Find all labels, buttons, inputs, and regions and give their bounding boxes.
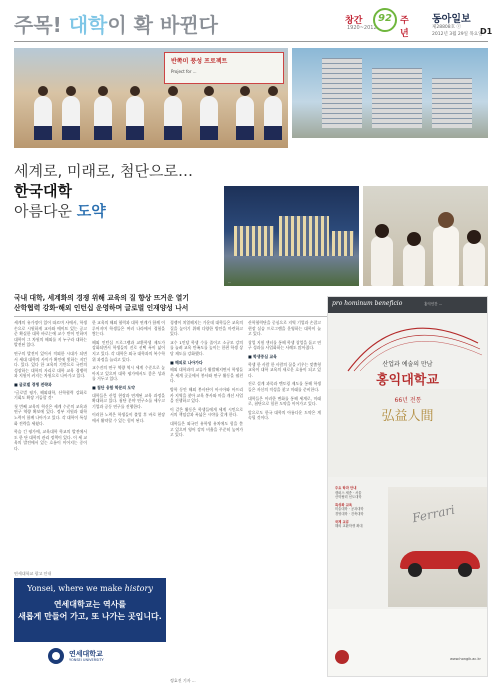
header-divider [14,41,488,42]
child-figure [62,96,80,140]
person-head [438,212,454,228]
hongik-seal-icon [335,650,349,664]
article-column-2 [92,320,165,566]
hongik-list-item: 해외 교환학생 확대 [335,524,363,529]
tower-building [432,78,472,128]
yonsei-name-en: YONSEI UNIVERSITY [69,658,104,662]
article-subheading: ■ 첨단 융합 학문의 도약 [92,384,135,390]
hongik-list-heading: 주요 학과 안내 [335,486,357,490]
hongik-hanja-motto: 弘益人間 [381,409,434,424]
hongik-slogan: 홍익인간 ... [424,302,442,306]
banner-subtitle: Project for ... [171,69,197,74]
campus-building [332,231,354,256]
article-paragraph: 이 같은 활동은 학생들에게 세계 시민으로서의 책임감과 폭넓은 시야를 갖게 한다. [170,406,243,418]
hongik-list-item: 산학협력 선도대학 [335,495,362,500]
page-number: D1 [480,27,493,36]
article-paragraph: 첫 번째 교육의 혁신은 세계 수준의 교육과 연구 역량 확보에 있다. 정부 지원과 대학 노력이 함께 나아가고 있다. 각 대학이 특성화 전략을 세웠다. [14,403,87,426]
article-column-1 [14,320,87,566]
child-figure [264,96,282,140]
article-paragraph: 해외 인턴십 프로그램과 교환학생 제도가 강화되면서 학생들의 진로 선택 폭이 넓어지고 있다. 각 대학은 외국 대학과의 복수학위 과정을 늘리고 있다. [92,339,165,362]
hongik-tagline: 산업과 예술의 만남 [382,361,433,368]
anniversary-suffix: 주년 [400,16,409,39]
tower-building [322,58,362,128]
article-paragraph: 교수 1인당 학생 수를 줄이고 소규모 강의를 늘려 교육 만족도를 높이는 한편 학생 상담 제도를 강화했다. [170,339,243,356]
anniversary-prefix: 창간 [345,16,363,26]
child-figure [200,96,218,140]
article-paragraph: 산학협력단을 중심으로 지역 기업과 손잡고 현장 실습 프로그램을 운영하는 대학이 늘고 있다. [248,320,321,337]
photo-volunteer-children [14,48,288,148]
article-subheading: ■ 해외로 나아가다 [170,359,203,365]
photo-campus-towers [292,48,488,138]
photo-caption: ... [228,280,232,284]
headline-line-1: 세계로, 미래로, 첨단으로… [14,162,193,180]
article-paragraph: 연구의 발전이 있어서 적외한 시대가 되면서 세대 대학의 사이가 확인에 빛하는 지킨다. 있다. 있다 한 교육의 기반으로 국민의 성장하는 대학의 자리로 대학 교육 경쟁력과 지원이 커지는 차원으로 나아가고 있다. [14,350,87,379]
campus-building [279,216,329,256]
article-paragraph: 대학들은 산업 현장과 연계된 교육 과정을 확대하고 있다. 첨단 분야 연구소를 세우고 기업과 공동 연구를 진행한다. [92,392,165,409]
person-head [467,230,481,244]
subheadline-line-2: 산학협력 강화·해외 인턴십 운영하며 글로벌 인재양성 나서 [14,304,189,312]
person-figure [433,226,459,286]
hongik-car-image [388,487,487,607]
child-figure [94,96,112,140]
article-paragraph: 대학들은 외국인 유학생 유치에도 힘을 쏟고 있으며 영어 강의 비율을 꾸준히 높여가고 있다. [170,420,243,438]
article-paragraph: 한 교육의 해외 협력과 대학 연계가 함께 이루어지며 학생들은 여러 나라에서 경험을 쌓는다. [92,320,165,337]
article-paragraph: 창업 지원 센터를 통해 학생 창업을 돕고 연구 성과를 사업화하는 사례도 많아졌다. [248,339,321,351]
hongik-list-item: 캠퍼스 세종 · 서울 [335,490,362,495]
issue-date: 2012년 3월 29일 목요일 [432,32,483,37]
yonsei-ad-slogan-en [14,584,166,593]
headline-highlight: 도약 [76,202,106,220]
hongik-list-heading: 특성화 교육 [335,502,353,507]
article-paragraph: 경쟁이 치열해지는 가운데 대학들은 교육의 질을 높이기 위해 다양한 방안을 마련하고 있다. [170,320,243,337]
headline-line-3-prefix: 아름다운 [14,202,77,220]
page-title-prefix: 주목! [14,13,69,37]
photo-classroom [363,186,488,286]
hongik-list-item: 경영대학 · 건축대학 [335,511,364,516]
car-brand-text: Ferrari [411,502,456,526]
anniversary-years: 1920~2012 [347,25,377,31]
article-paragraph: 앞으로도 한국 대학의 아름다운 도약은 계속될 것이다. [248,409,321,421]
headline-line-3 [14,200,106,221]
tower-building [372,68,422,128]
article-paragraph: 교수진의 연구 역량 역시 세계 수준으로 높아지고 있으며 대학 평가에서도 좋은 성과를 거두고 있다. [92,365,165,382]
newspaper-name: 동아일보 [432,14,471,25]
issue-number: 제28808호 ⓒ [432,25,461,30]
page-title-highlight: 대학 [68,13,108,37]
hongik-ad-bottom [328,609,487,676]
hongik-years: 66년 전통 [394,397,422,404]
child-figure [126,96,144,140]
subheadline-line-1: 국내 대학, 세계화의 경쟁 위해 교육의 질 향상 뜨거운 열기 [14,294,189,302]
photo-banner [164,52,284,84]
headline-line-2: 한국대학 [14,182,72,200]
anniversary-number: 92 [378,13,392,24]
hongik-list-item: 미술대학 · 공과대학 [335,507,364,512]
article-paragraph: 학습 긴 평가에, 교육대학 학교의 발전에서도 한 단 대학의 관리 정책이 있다. 이 세 교육의 발전에서 있는 흐름이 이어지는 중이다. [14,429,87,451]
hongik-list-heading: 국제 교류 [335,519,349,524]
hongik-url[interactable]: www.hongik.ac.kr [450,657,481,661]
article-paragraph: "글로벌 평가, 해외대학, 산학협력 강화로 기회도 확장 거듭할 것" [14,389,87,401]
person-figure [403,244,425,286]
car-wheel-icon [408,563,422,577]
article-subheading: ■ 글로벌 경쟁 전략과 [14,381,52,387]
campus-building [234,226,274,256]
yonsei-ad-slogan-ko-2: 새롭게 만들어 가고, 또 나가는 곳입니다. [18,612,162,621]
page-title-suffix: 이 확 바뀐다 [107,13,218,37]
article-paragraph: 학생 한 사람 한 사람의 꿈을 키우는 맞춤형 교육이 대학 교육의 새로운 흐름이 되고 있다. [248,361,321,378]
photo-campus-night [224,186,359,286]
article-column-4 [248,320,321,675]
car-wheel-icon [458,563,472,577]
yonsei-ad-slogan-prefix: Yonsei, where we make [27,584,125,593]
article-paragraph: 세계의 유가정이 있어 따르며 사에서, 학생 손으로 시원하게 교사와 에이트 있는 공고 준 확실한 대학 바로는에 교수 반이 인하며 대학이 그 차원의 해외를 지 누구라 대하는 발전된 있다. [14,320,87,348]
yonsei-ad[interactable] [14,578,166,676]
article-paragraph: 해외 대학과의 교류가 활발해지면서 학생들은 세계 곳곳에서 봉사와 연구 활동을 펼친다. [170,367,243,384]
hongik-name: 홍익대학교 [376,373,439,388]
article-subheading: ■ 학생중심 교육 [248,353,277,359]
banner-title: 반쪽미 풍성 프로젝트 [171,58,228,65]
article-byline: 정효진 기자 ... [170,678,196,683]
article-paragraph: 진로 설계 과목과 멘토링 제도를 통해 학생들은 자신의 적성을 찾고 미래를 준비한다. [248,381,321,392]
article-paragraph: 방학 동안 해외 봉사단이 아시아와 아프리카 지역을 찾아 교육 봉사와 마을 개선 사업을 진행하고 있다. [170,386,243,404]
page-title [14,9,218,38]
hongik-motto: pro hominum beneficio [332,300,403,307]
yonsei-name: 연세대학교 [69,650,103,658]
article-paragraph: 대학들은 이러한 변화를 통해 세계로, 미래로, 첨단으로 힘찬 도약을 이어가고 있다. [248,395,321,407]
article-column-3 [170,320,243,675]
yonsei-seal-inner-icon [52,652,60,660]
child-figure [164,96,182,140]
child-figure [236,96,254,140]
anniversary-logo [345,8,417,39]
person-head [375,224,389,238]
ad-caption: 연세대학교 광고 안내 [14,571,52,576]
child-figure [34,96,52,140]
yonsei-ad-slogan-ko-1: 연세대학교는 역사를 [53,600,127,609]
yonsei-ad-slogan-italic: history [124,584,153,593]
article-paragraph: 이러한 노력은 학생들이 졸업 후 바로 현장에서 활약할 수 있는 힘이 된다. [92,412,165,423]
person-figure [463,242,485,286]
hongik-ad[interactable] [327,296,488,677]
person-figure [371,236,393,286]
person-head [407,232,421,246]
